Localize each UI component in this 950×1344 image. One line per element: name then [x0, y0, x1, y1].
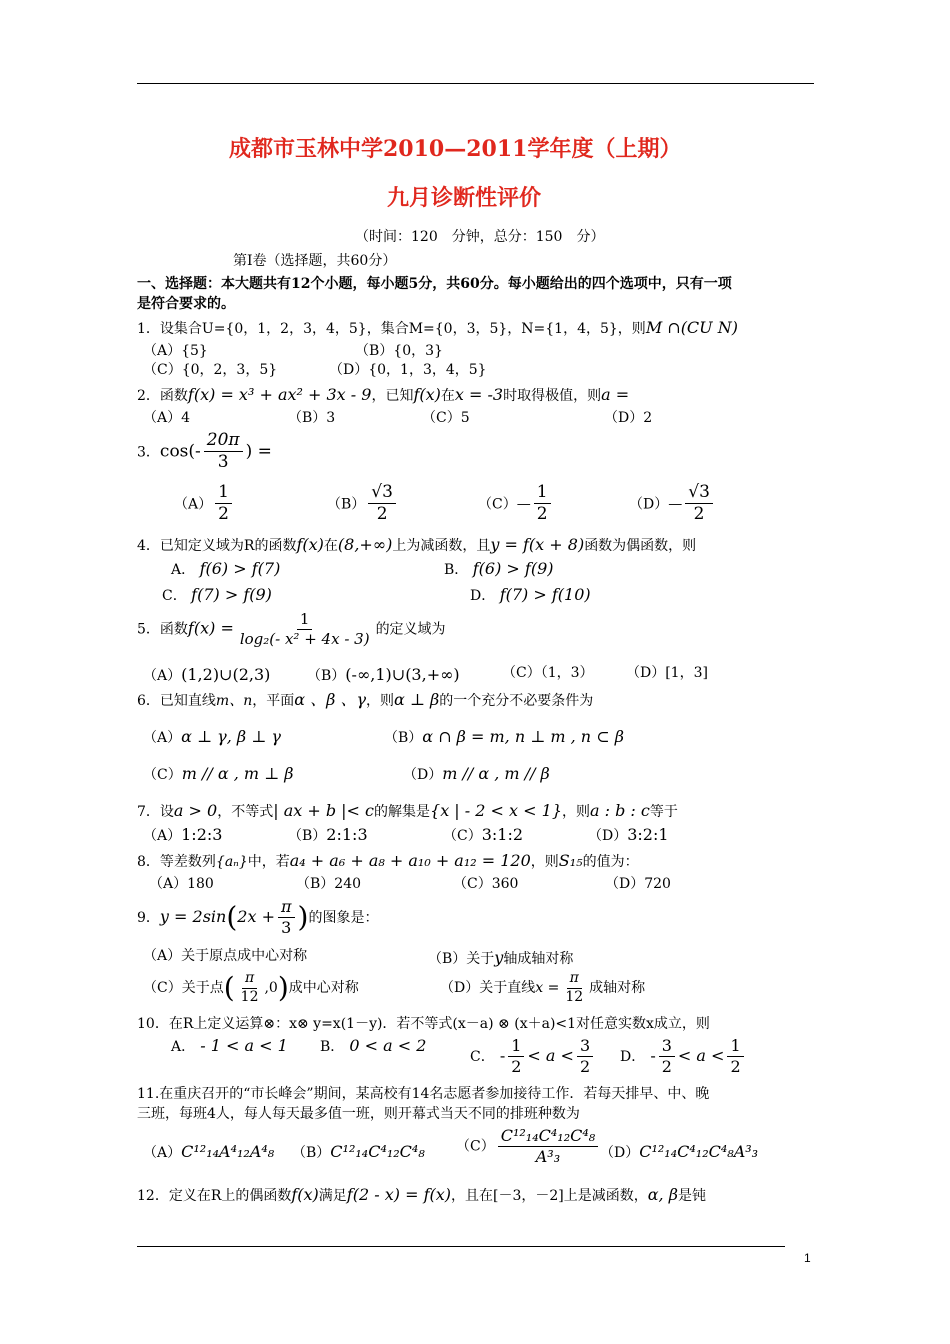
- q5-lhs: f(x) =: [187, 618, 234, 638]
- q3-fraction: [204, 430, 243, 474]
- q9-stem: 的图象是：: [308, 910, 379, 926]
- q3-suffix: ) =: [245, 441, 272, 462]
- q3-option-c-fraction: [534, 482, 551, 526]
- q3-option-b: [327, 482, 399, 526]
- q9-c-tail: ,0: [264, 980, 278, 996]
- q7-option-c-expr: 3:1:2: [481, 825, 524, 844]
- q2-condition: x = -3: [454, 385, 504, 404]
- q9-option-b-y: y: [494, 948, 504, 967]
- q6-stem-b: ，平面: [252, 693, 295, 709]
- q9-d-numerator: π: [567, 970, 582, 989]
- q7-condition: a > 0: [173, 801, 218, 820]
- q10-option-b-expr: 0 < a < 2: [349, 1036, 427, 1055]
- q8-s15: S₁₅: [558, 851, 583, 870]
- q5-option-a-label: （A）: [143, 668, 182, 684]
- q12-stem-b: 满足: [318, 1188, 347, 1204]
- q3-option-b-fraction: [368, 482, 396, 526]
- q6-option-a-label: （A）: [143, 730, 182, 746]
- q9-option-a: （A）关于原点成中心对称: [143, 948, 308, 964]
- q9-d-end: 成轴对称: [589, 980, 646, 996]
- section-instructions-line1: 一、选择题：本大题共有12个小题，每小题5分，共60分。每小题给出的四个选项中，只有一项: [137, 276, 732, 292]
- q4-option-a: [171, 559, 280, 579]
- q7-option-b: [288, 825, 368, 845]
- q9-inner: 2x +: [237, 907, 275, 926]
- q9-c-fraction: [238, 970, 262, 1006]
- q9-d-x: x =: [535, 980, 560, 996]
- q7-option-b-label: （B）: [288, 828, 327, 844]
- q3-d-num: √3: [685, 482, 713, 504]
- q9-option-d-label: （D）关于直线: [440, 980, 536, 996]
- q9-option-b-label: （B）关于: [428, 951, 495, 967]
- q2-fx: f(x): [413, 385, 441, 404]
- q9-number: 9．: [137, 910, 160, 926]
- q8-stem-b: 中，若: [247, 854, 290, 870]
- q6-option-c: [143, 764, 294, 784]
- q2-stem-b: ，已知: [371, 388, 414, 404]
- q2-stem-a: 2．函数: [137, 388, 188, 404]
- q9-lhs: y = 2sin: [159, 907, 227, 926]
- footer-rule: [137, 1246, 785, 1247]
- q1-option-a: （A）{5}: [143, 343, 208, 359]
- q6-relation: α ⊥ β: [394, 690, 440, 709]
- q1-option-d: （D）{0，1，3，4，5}: [329, 362, 487, 378]
- q10-c-d2: 2: [579, 1057, 591, 1076]
- q9-left-paren: (: [226, 900, 238, 934]
- q7-option-d-label: （D）: [588, 828, 628, 844]
- q10-d-n2: 1: [727, 1036, 743, 1057]
- q11-option-d-label: （D）: [600, 1145, 640, 1161]
- q11-c-denominator: A³₃: [535, 1147, 561, 1166]
- question-7: [137, 801, 678, 821]
- q9-c-left-paren: (: [223, 971, 235, 1005]
- q2-option-c: （C）5: [422, 410, 470, 426]
- q11-option-b: [292, 1142, 425, 1162]
- q4-option-d: [470, 585, 591, 605]
- q7-stem-e: 等于: [649, 804, 678, 820]
- q3-option-c: [478, 482, 554, 526]
- q6-stem-c: ，则: [366, 693, 395, 709]
- q7-solution-set: {x | - 2 < x < 1}: [430, 801, 562, 820]
- q11-option-b-label: （B）: [292, 1145, 331, 1161]
- q3-numerator: 20π: [204, 430, 243, 452]
- question-8: [137, 851, 639, 871]
- question-1-stem: 1．设集合U={0，1，2，3，4，5}，集合M={0，3，5}，N={1，4，5}，则: [137, 321, 646, 337]
- q7-option-c-label: （C）: [443, 828, 482, 844]
- q6-lines: m、n: [215, 693, 253, 709]
- q5-option-b-label: （B）: [307, 668, 346, 684]
- part-heading: 第Ⅰ卷（选择题，共60分）: [233, 253, 397, 269]
- question-11-line1: 11.在重庆召开的“市长峰会”期间，某高校有14名志愿者参加接待工作．若每天排早、中、晚: [137, 1086, 710, 1102]
- q5-numerator: 1: [297, 610, 313, 630]
- q8-stem-a: 8．等差数列: [137, 854, 216, 870]
- q3-a-num: 1: [215, 482, 232, 504]
- question-9: [137, 897, 378, 938]
- q4-stem-a: 4．已知定义域为R的函数: [137, 538, 297, 554]
- q7-option-a-label: （A）: [143, 828, 182, 844]
- q3-option-d-label: （D）—: [629, 496, 683, 513]
- q4-option-c-label: C．: [162, 588, 187, 604]
- q4-option-d-expr: f(7) > f(10): [499, 585, 591, 604]
- q10-option-d-label: D．: [620, 1049, 646, 1065]
- q7-stem-b: ，不等式: [217, 804, 274, 820]
- q9-c-numerator: π: [242, 970, 257, 989]
- q5-option-d: （D）[1，3]: [626, 665, 708, 681]
- q7-option-b-expr: 2:1:3: [326, 825, 368, 844]
- q10-c-n1: 1: [508, 1036, 524, 1057]
- q12-stem-a: 12．定义在R上的偶函数: [137, 1188, 292, 1204]
- question-5: [137, 610, 446, 649]
- q9-numerator: π: [278, 897, 295, 918]
- q7-stem-a: 7．设: [137, 804, 174, 820]
- q8-stem-d: 的值为：: [582, 854, 639, 870]
- q12-condition: f(2 - x) = f(x): [346, 1185, 451, 1204]
- q1-option-b: （B）{0，3}: [355, 343, 443, 359]
- q3-a-den: 2: [218, 504, 229, 525]
- q10-option-b: [320, 1036, 426, 1056]
- q8-stem-c: ，则: [530, 854, 559, 870]
- q8-option-c: （C）360: [453, 876, 519, 892]
- q5-option-a: [143, 665, 270, 685]
- top-rule: [137, 83, 814, 84]
- question-4: [137, 535, 696, 555]
- q6-option-a-expr: α ⊥ γ, β ⊥ γ: [181, 727, 281, 746]
- q11-option-d-expr: C¹²₁₄C⁴₁₂C⁴₈A³₃: [639, 1142, 759, 1161]
- exam-title: 成都市玉林中学2010—2011学年度（上期）: [229, 136, 682, 162]
- q9-d-fraction: [562, 970, 586, 1006]
- q4-option-c: [162, 585, 272, 605]
- q5-option-a-expr: (1,2)∪(2,3): [181, 665, 271, 684]
- q9-right-paren: ): [297, 900, 309, 934]
- q7-stem-c: 的解集是: [374, 804, 431, 820]
- q10-d-d2: 2: [730, 1057, 741, 1076]
- q3-cos: cos(-: [159, 441, 201, 462]
- question-12: [137, 1185, 706, 1205]
- q6-option-d-label: （D）: [403, 767, 443, 783]
- q12-stem-c: ，且在[－3，－2]上是减函数，: [451, 1188, 648, 1204]
- q7-option-d-expr: 3:2:1: [627, 825, 669, 844]
- q11-option-b-expr: C¹²₁₄C⁴₁₂C⁴₈: [330, 1142, 425, 1161]
- q3-option-c-label: （C）—: [478, 496, 531, 513]
- q4-stem-d: 函数为偶函数，则: [584, 538, 697, 554]
- q10-c-frac1: [508, 1036, 524, 1077]
- section-instructions-line2: 是符合要求的。: [137, 296, 235, 312]
- q11-option-a-label: （A）: [143, 1145, 182, 1161]
- q3-d-den: 2: [693, 504, 705, 525]
- q11-c-fraction: [498, 1126, 598, 1167]
- q2-a: a =: [601, 385, 630, 404]
- q4-option-a-expr: f(6) > f(7): [199, 559, 281, 578]
- q4-interval: (8,+∞): [337, 535, 393, 554]
- q2-stem-c: 在: [440, 388, 455, 404]
- q5-denominator: log₂(- x² + 4x - 3): [239, 629, 370, 648]
- q4-option-c-expr: f(7) > f(9): [191, 585, 272, 604]
- q4-option-d-label: D．: [470, 588, 496, 604]
- q8-option-a: （A）180: [149, 876, 214, 892]
- q6-option-c-label: （C）: [143, 767, 182, 783]
- q10-option-c-label: C．: [470, 1049, 495, 1065]
- q10-option-c: [470, 1036, 596, 1077]
- q7-option-c: [443, 825, 523, 845]
- q5-option-c: （C）（1，3）: [502, 665, 594, 681]
- q10-d-minus: -: [650, 1046, 656, 1065]
- q7-inequality: | ax + b |< c: [273, 801, 375, 820]
- q2-option-d: （D）2: [604, 410, 653, 426]
- q2-function: f(x) = x³ + ax² + 3x - 9: [187, 385, 372, 404]
- q10-d-d1: 2: [661, 1057, 672, 1076]
- q4-stem-c: 上为减函数，且: [392, 538, 491, 554]
- q9-option-c-label: （C）关于点: [143, 980, 224, 996]
- question-2: [137, 385, 629, 405]
- q10-d-mid: < a <: [677, 1046, 725, 1065]
- q11-option-d: [600, 1142, 758, 1162]
- q9-option-b-tail: 轴成轴对称: [503, 951, 574, 967]
- q3-option-a: [174, 482, 235, 526]
- question-10: 10．在R上定义运算⊗：x⊗ y=x(1－y)．若不等式(x－a) ⊗ (x＋a)<1对任意实数x成立，则: [137, 1016, 710, 1032]
- q9-fraction: [278, 897, 295, 938]
- q10-c-frac2: [577, 1036, 593, 1077]
- q4-fx: f(x): [296, 535, 324, 554]
- q4-stem-b: 在: [323, 538, 338, 554]
- q9-d-denominator: 12: [565, 988, 584, 1005]
- q10-c-mid: < a <: [527, 1046, 574, 1065]
- q7-option-a-expr: 1:2:3: [181, 825, 223, 844]
- q6-option-d: [403, 764, 550, 784]
- q5-fraction: [237, 610, 373, 649]
- q2-stem-d: 时取得极值，则: [503, 388, 602, 404]
- q6-planes: α 、β 、γ: [294, 690, 367, 709]
- q4-option-b-label: B．: [444, 562, 469, 578]
- q3-denominator: 3: [217, 452, 229, 473]
- q6-option-b-label: （B）: [384, 730, 423, 746]
- q12-alpha-beta: α, β: [647, 1185, 678, 1204]
- q3-c-num: 1: [534, 482, 551, 504]
- q3-option-a-label: （A）: [174, 496, 213, 513]
- q9-c-right-paren: ): [277, 971, 289, 1005]
- q10-d-frac1: [659, 1036, 675, 1077]
- q8-sequence: {aₙ}: [215, 854, 248, 870]
- q10-c-d1: 2: [511, 1057, 522, 1076]
- q11-option-a: [143, 1142, 274, 1162]
- page-number: 1: [804, 1251, 811, 1265]
- question-1: [137, 318, 738, 338]
- q10-option-a-label: A．: [171, 1039, 196, 1055]
- q3-c-den: 2: [536, 504, 548, 525]
- q10-d-n1: 3: [659, 1036, 675, 1057]
- q10-c-minus: -: [499, 1046, 506, 1065]
- q6-option-b-expr: α ∩ β = m, n ⊥ m , n ⊂ β: [422, 727, 624, 746]
- q6-stem-d: 的一个充分不必要条件为: [439, 693, 594, 709]
- q9-option-c: [143, 970, 359, 1006]
- q7-option-d: [588, 825, 669, 845]
- q9-c-denominator: 12: [240, 988, 259, 1005]
- q12-fx: f(x): [291, 1185, 319, 1204]
- q1-option-c: （C）{0，2，3，5}: [143, 362, 278, 378]
- time-info: （时间：120 分钟，总分：150 分）: [355, 229, 605, 245]
- q3-option-b-label: （B）: [327, 496, 366, 513]
- q10-d-frac2: [727, 1036, 743, 1077]
- q6-option-a: [143, 727, 281, 747]
- q6-option-b: [384, 727, 624, 747]
- q5-option-b: [307, 665, 460, 685]
- q2-option-a: （A）4: [143, 410, 191, 426]
- question-11-line2: 三班，每班4人，每人每天最多值一班，则开幕式当天不同的排班种数为: [137, 1106, 580, 1122]
- q10-option-b-label: B．: [320, 1039, 345, 1055]
- q10-option-d: [620, 1036, 747, 1077]
- q3-option-a-fraction: [215, 482, 232, 526]
- q7-stem-d: ，则: [562, 804, 590, 820]
- q4-option-b-expr: f(6) > f(9): [472, 559, 554, 578]
- q11-c-numerator: C¹²₁₄C⁴₁₂C⁴₈: [498, 1126, 598, 1147]
- q3-b-den: 2: [376, 504, 388, 525]
- q8-option-d: （D）720: [605, 876, 671, 892]
- q4-expr: y = f(x + 8): [490, 535, 585, 554]
- q10-option-a-expr: - 1 < a < 1: [200, 1036, 288, 1055]
- q6-option-c-expr: m // α , m ⊥ β: [181, 764, 294, 783]
- q9-option-d: [440, 970, 645, 1006]
- q10-c-n2: 3: [577, 1036, 593, 1057]
- q7-ratio: a : b : c: [590, 801, 650, 820]
- exam-subtitle: 九月诊断性评价: [387, 185, 542, 211]
- q3-number: 3．: [137, 444, 160, 461]
- question-6: [137, 690, 593, 710]
- q12-stem-d: 是钝: [677, 1188, 706, 1204]
- q5-stem-b: 的定义域为: [375, 621, 446, 638]
- q3-option-d-fraction: [685, 482, 713, 526]
- q3-b-num: √3: [368, 482, 396, 504]
- question-3: [137, 430, 272, 474]
- q7-option-a: [143, 825, 222, 845]
- q6-option-d-expr: m // α , m // β: [442, 764, 550, 783]
- q11-option-c: [456, 1126, 601, 1167]
- q4-option-a-label: A．: [171, 562, 196, 578]
- q9-option-b: [428, 948, 573, 968]
- q5-option-b-expr: (-∞,1)∪(3,+∞): [345, 665, 460, 684]
- q8-sum-condition: a₄ + a₆ + a₈ + a₁₀ + a₁₂ = 120: [289, 851, 531, 870]
- q11-option-c-label: （C）: [456, 1138, 495, 1155]
- q9-c-end: 成中心对称: [288, 980, 359, 996]
- q9-denominator: 3: [281, 918, 292, 937]
- q5-stem-a: 5．函数: [137, 621, 188, 638]
- question-1-expr: M ∩(CU N): [645, 318, 738, 337]
- q10-option-a: [171, 1036, 288, 1056]
- q3-option-d: [629, 482, 716, 526]
- q11-option-a-expr: C¹²₁₄A⁴₁₂A⁴₈: [181, 1142, 275, 1161]
- q2-option-b: （B）3: [288, 410, 336, 426]
- q8-option-b: （B）240: [296, 876, 362, 892]
- q6-stem-a: 6．已知直线: [137, 693, 216, 709]
- q4-option-b: [444, 559, 554, 579]
